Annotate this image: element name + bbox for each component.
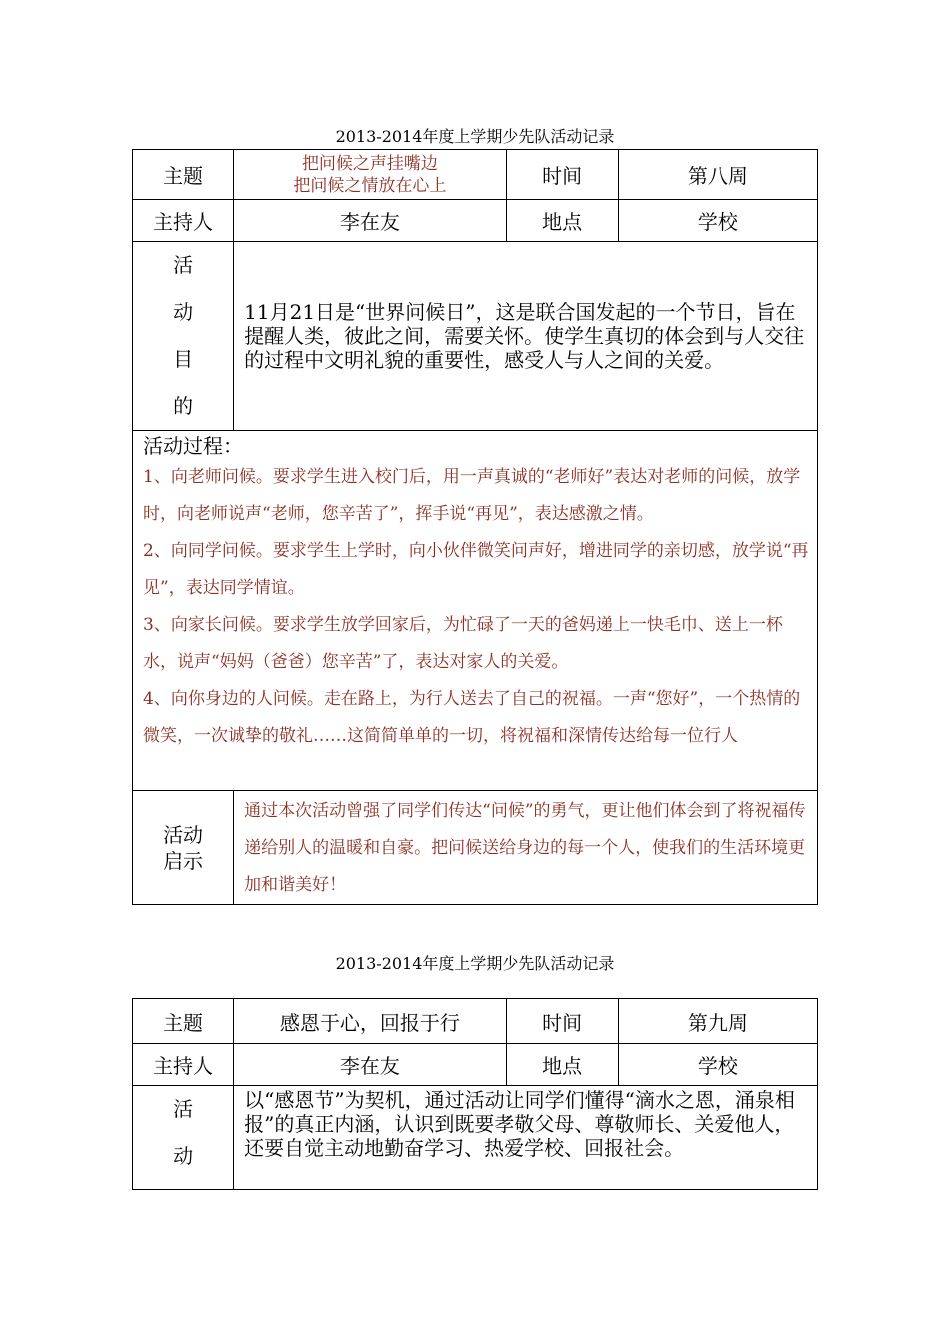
host-label: 主持人 bbox=[133, 200, 234, 242]
time-value: 第九周 bbox=[618, 999, 817, 1044]
place-label: 地点 bbox=[506, 1044, 618, 1086]
purpose-label-char: 目 bbox=[173, 347, 194, 371]
place-value: 学校 bbox=[618, 200, 817, 242]
place-value: 学校 bbox=[618, 1044, 817, 1086]
purpose-label bbox=[133, 242, 234, 431]
time-label: 时间 bbox=[506, 999, 618, 1044]
purpose-label-char: 动 bbox=[173, 1144, 194, 1168]
insight-label-line: 活动 bbox=[163, 822, 204, 847]
process-label: 活动过程： bbox=[143, 434, 243, 458]
purpose-label bbox=[133, 1086, 234, 1190]
process-item: 2、向同学问候。要求学生上学时，向小伙伴微笑问声好，增进同学的亲切感，放学说“再见”，表达同学情谊。 bbox=[143, 541, 809, 598]
insight-text: 通过本次活动曾强了同学们传达“问候”的勇气，更让他们体会到了将祝福传递给别人的温暖和自豪。把问候送给身边的每一个人，使我们的生活环境更加和谐美好！ bbox=[234, 791, 818, 905]
topic-label: 主题 bbox=[133, 150, 234, 200]
record1-table bbox=[132, 149, 818, 905]
insight-label-line: 启示 bbox=[163, 848, 204, 873]
purpose-text: 11月21日是“世界问候日”，这是联合国发起的一个节日，旨在提醒人类，彼此之间，需要关怀。使学生真切的体会到与人交往的过程中文明礼貌的重要性，感受人与人之间的关爱。 bbox=[234, 242, 818, 431]
time-value: 第八周 bbox=[618, 150, 817, 200]
purpose-label-char: 动 bbox=[173, 300, 194, 324]
topic-line-2: 把问候之情放在心上 bbox=[293, 175, 447, 196]
topic-line-1: 把问候之声挂嘴边 bbox=[301, 153, 438, 174]
purpose-label-char: 活 bbox=[173, 1097, 194, 1121]
insight-label bbox=[133, 791, 234, 905]
topic-label: 主题 bbox=[133, 999, 234, 1044]
record1-title: 2013-2014年度上学期少先队活动记录 bbox=[335, 127, 615, 146]
host-value: 李在友 bbox=[234, 1044, 506, 1086]
time-label: 时间 bbox=[506, 150, 618, 200]
place-label: 地点 bbox=[506, 200, 618, 242]
process-item: 4、向你身边的人问候。走在路上，为行人送去了自己的祝福。一声“您好”，一个热情的微笑，一次诚挚的敬礼……这简简单单的一切，将祝福和深情传达给每一位行人 bbox=[143, 689, 801, 746]
purpose-label-char: 的 bbox=[173, 394, 194, 418]
purpose-label-char: 活 bbox=[173, 253, 194, 277]
process-item: 3、向家长问候。要求学生放学回家后，为忙碌了一天的爸妈递上一快毛巾、送上一杯水，说声“妈妈（爸爸）您辛苦”了，表达对家人的关爱。 bbox=[143, 615, 783, 672]
record2-table bbox=[132, 998, 818, 1190]
process-cell bbox=[133, 431, 818, 791]
host-value: 李在友 bbox=[234, 200, 506, 242]
record2-title: 2013-2014年度上学期少先队活动记录 bbox=[335, 954, 615, 973]
topic-value: 感恩于心，回报于行 bbox=[234, 999, 506, 1044]
process-item: 1、向老师问候。要求学生进入校门后，用一声真诚的“老师好”表达对老师的问候，放学时，向老师说声“老师，您辛苦了”，挥手说“再见”，表达感激之情。 bbox=[143, 467, 801, 524]
topic-value bbox=[234, 150, 506, 200]
purpose-text: 以“感恩节”为契机，通过活动让同学们懂得“滴水之恩，涌泉相报”的真正内涵，认识到既要孝敬父母、尊敬师长、关爱他人，还要自觉主动地勤奋学习、热爱学校、回报社会。 bbox=[234, 1086, 818, 1190]
host-label: 主持人 bbox=[133, 1044, 234, 1086]
